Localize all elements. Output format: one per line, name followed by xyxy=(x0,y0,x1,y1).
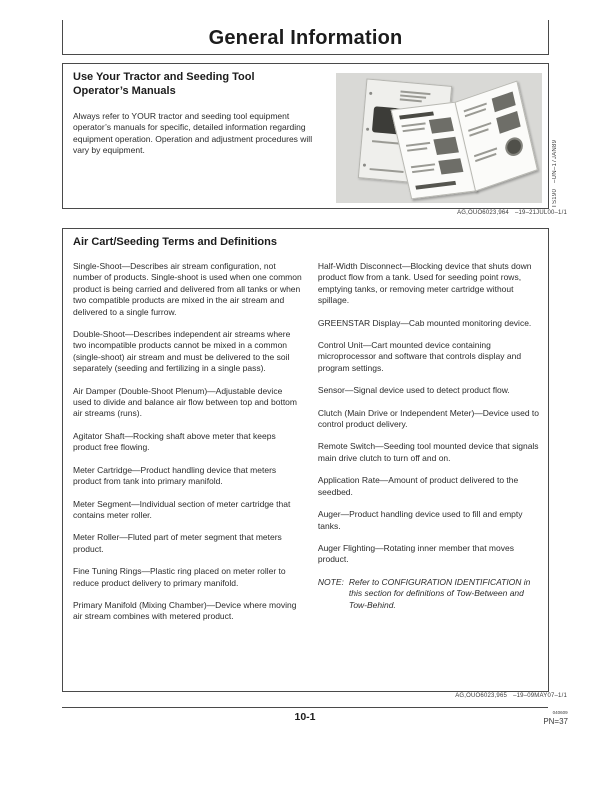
image-code: –UN–17JAN89 xyxy=(552,139,558,183)
definitions-columns xyxy=(73,261,540,634)
note-text: Refer to CONFIGURATION IDENTIFICATION in this section for definitions of Tow-Between and Tow-Behind. xyxy=(348,576,531,610)
footer-rule xyxy=(62,707,548,708)
definition-paragraph: Clutch (Main Drive or Independent Meter)—Device used to control product delivery. xyxy=(317,407,540,430)
cover-text-line xyxy=(370,168,404,172)
definition-paragraph: Control Unit—Cart mounted device containing microprocessor and software that controls display and program settings. xyxy=(317,340,522,373)
binder-hole-icon xyxy=(363,163,366,166)
section-operators-manuals xyxy=(62,63,549,209)
page-photo-block xyxy=(429,117,454,133)
pn-number: PN=37 xyxy=(543,717,568,726)
definition-paragraph: Auger Flighting—Rotating inner member that moves product. xyxy=(317,542,514,565)
definition-paragraph: Half-Width Disconnect—Blocking device that shuts down product flow from a tank. Used for seeding point rows, emptying tanks, or removing meter cartridge without spillage. xyxy=(317,261,532,306)
definition-paragraph: Auger—Product handling device used to fill and empty tanks. xyxy=(317,509,523,531)
definition-paragraph: Meter Roller—Fluted part of meter segment that meters product. xyxy=(73,532,282,554)
wheel-photo-icon xyxy=(503,135,524,158)
section-body: Always refer to YOUR tractor and seeding tool equipment operator’s manuals for specific, detailed information regarding equipment operation. Operation and adjustment procedures will vary by equipment. xyxy=(73,111,313,155)
binder-hole-icon xyxy=(369,92,372,95)
definition-paragraph: Sensor—Signal device used to detect product flow. xyxy=(317,385,510,396)
page-text-line xyxy=(411,163,435,167)
page-title: General Information xyxy=(208,27,403,49)
image-id: TS190 xyxy=(552,188,558,208)
definition-paragraph: Double-Shoot—Describes independent air streams where two incompatible products cannot be mixed in a common (single-shoot) air stream and must be delivered to the soil separately (seeding and fertilizing in a single pass). xyxy=(73,329,291,374)
definition-paragraph: Air Damper (Double-Shoot Plenum)—Adjustable device used to divide and balance air flow between top and bottom air streams (runs). xyxy=(73,385,297,419)
page-text-line xyxy=(407,147,427,151)
print-info xyxy=(543,711,568,726)
page-number: 10-1 xyxy=(294,711,316,723)
definition-paragraph: Application Rate—Amount of product delivered to the seedbed. xyxy=(317,475,519,497)
section-heading: Air Cart/Seeding Terms and Definitions xyxy=(73,236,277,248)
definitions-left-column xyxy=(73,261,302,634)
page-text-line xyxy=(406,142,430,146)
binder-hole-icon xyxy=(366,128,369,131)
definition-paragraph: Meter Cartridge—Product handling device that meters product from tank into primary manifold. xyxy=(73,464,277,487)
note-label: NOTE: xyxy=(317,576,344,587)
definition-paragraph: GREENSTAR Display—Cab mounted monitoring device. xyxy=(317,317,532,328)
definition-paragraph: Fine Tuning Rings—Plastic ring placed on meter roller to reduce product delivery to primary manifold. xyxy=(73,566,286,588)
definition-paragraph: Primary Manifold (Mixing Chamber)—Device where moving air stream combines with metered product. xyxy=(73,599,297,622)
page-photo-block xyxy=(496,111,521,134)
page-photo-block xyxy=(438,158,463,174)
page-text-line xyxy=(402,128,424,132)
caption-id: AG,OUO6023,964 xyxy=(457,210,509,216)
section-caption xyxy=(449,693,567,699)
note xyxy=(318,577,540,611)
date-code: 040609 xyxy=(552,711,568,716)
caption-code: –19–09MAY07–1/1 xyxy=(513,693,567,699)
page-text-line xyxy=(401,122,425,126)
manuals-photo xyxy=(336,73,542,203)
definitions-right-column xyxy=(318,261,540,634)
page-text-line xyxy=(412,168,434,172)
image-id-vertical-label xyxy=(552,126,558,208)
definition-paragraph: Remote Switch—Seeding tool mounted device that signals main drive clutch to turn off and on. xyxy=(317,441,539,463)
page-header-bar xyxy=(399,111,434,119)
definition-paragraph: Meter Segment—Individual section of meter cartridge that contains meter roller. xyxy=(73,498,291,520)
definition-paragraph: Single-Shoot—Describes air stream configuration, not number of products. Single-shoot is used when one common product is being carried and delivered from all tanks or when two compatible products are mixed in the air stream and delivered to a single furrow. xyxy=(73,261,302,317)
section-terms-definitions xyxy=(62,228,549,692)
section-heading: Use Your Tractor and Seeding Tool Operator’s Manuals xyxy=(73,71,255,97)
title-block xyxy=(62,20,549,55)
page-photo-block xyxy=(415,181,456,190)
caption-code: –19–21JUL00–1/1 xyxy=(514,210,567,216)
page-photo-block xyxy=(433,137,459,155)
caption-id: AG,OUO6023,965 xyxy=(455,693,508,699)
section-caption xyxy=(451,210,567,216)
page-photo-block xyxy=(492,91,516,112)
cover-text-line xyxy=(400,94,426,98)
definition-paragraph: Agitator Shaft—Rocking shaft above meter that keeps product free flowing. xyxy=(73,430,276,453)
